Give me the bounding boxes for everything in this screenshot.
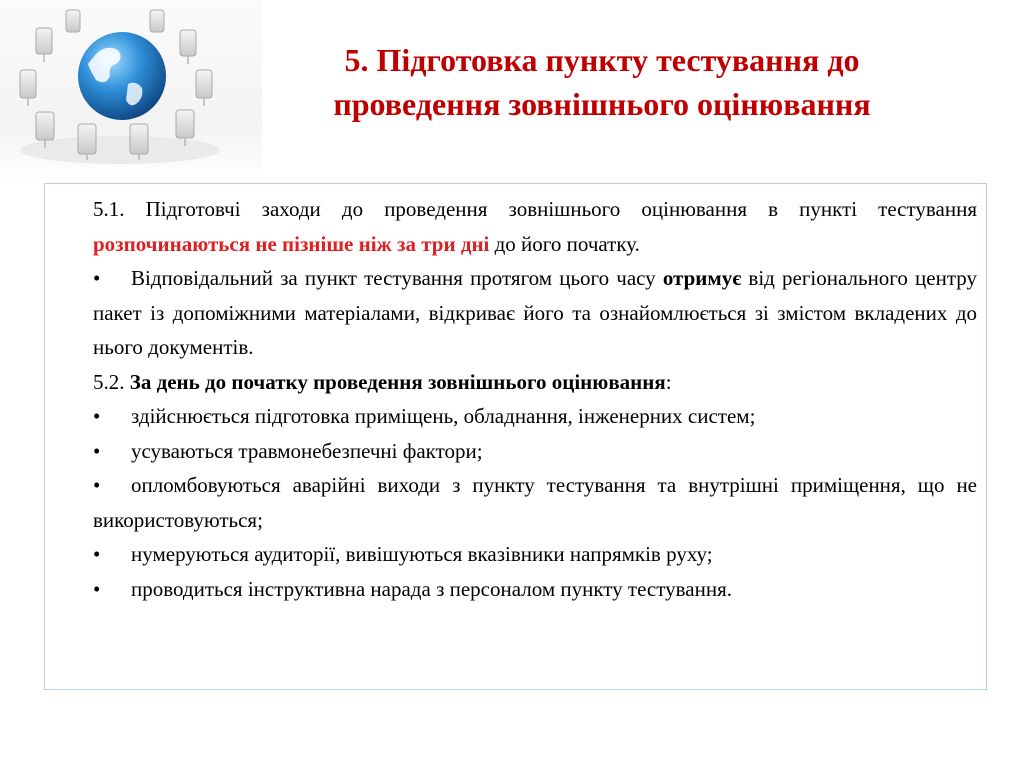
- bullet-mark: •: [93, 404, 101, 428]
- list-item-text: усуваються травмонебезпечні фактори;: [131, 438, 483, 463]
- list-item: [93, 537, 977, 572]
- list-item-text: здійснюється підготовка приміщень, обладнання, інженерних систем;: [131, 404, 756, 428]
- paragraph-5-2-suffix: :: [665, 369, 672, 394]
- deadline-highlight: розпочинаються не пізніше ніж за три дні: [93, 231, 490, 256]
- bullet-mark: •: [93, 473, 101, 497]
- paragraph-5-1: [93, 192, 977, 261]
- bullet-receives-tail: від регіонального центру пакет із допоміжними матеріалами, відкриває його та ознайомлюється зі змістом вкладених до нього документів.: [93, 266, 977, 359]
- slide-title-line1: 5. Підготовка пункту тестування до: [344, 42, 860, 78]
- slide-title: [262, 38, 942, 126]
- list-item: [93, 468, 977, 537]
- list-item: [93, 572, 977, 607]
- day-before-heading: За день до початку проведення зовнішнього оцінювання: [129, 369, 666, 394]
- bullet-receives-text: Відповідальний за пункт тестування протягом цього часу: [131, 266, 663, 290]
- paragraph-5-1-tail: до його початку.: [489, 231, 640, 256]
- list-item-text: нумеруються аудиторії, вивішуються вказівники напрямків руху;: [131, 542, 713, 566]
- list-item-text: проводиться інструктивна нарада з персоналом пункту тестування.: [131, 576, 732, 601]
- bullet-mark: •: [93, 438, 101, 463]
- logo-area: [0, 0, 262, 180]
- bullet-mark: •: [93, 542, 101, 566]
- list-item: [93, 399, 977, 434]
- list-item-text: опломбовуються аварійні виходи з пункту тестування та внутрішні приміщення, що не використовуються;: [93, 473, 977, 532]
- slide-title-line2: проведення зовнішнього оцінювання: [333, 86, 871, 122]
- bullet-mark: •: [93, 266, 101, 290]
- paragraph-5-1-text: 5.1. Підготовчі заходи до проведення зовнішнього оцінювання в пункті тестування: [93, 197, 977, 221]
- bullet-mark: •: [93, 576, 101, 601]
- list-item: [93, 434, 977, 469]
- bullet-receives-package: [93, 261, 977, 365]
- paragraph-5-2-prefix: 5.2.: [93, 369, 130, 394]
- receives-bold: отримує: [662, 266, 742, 290]
- content-text: [93, 192, 977, 606]
- globe-with-chairs-icon: [0, 0, 262, 180]
- paragraph-5-2: [93, 365, 977, 400]
